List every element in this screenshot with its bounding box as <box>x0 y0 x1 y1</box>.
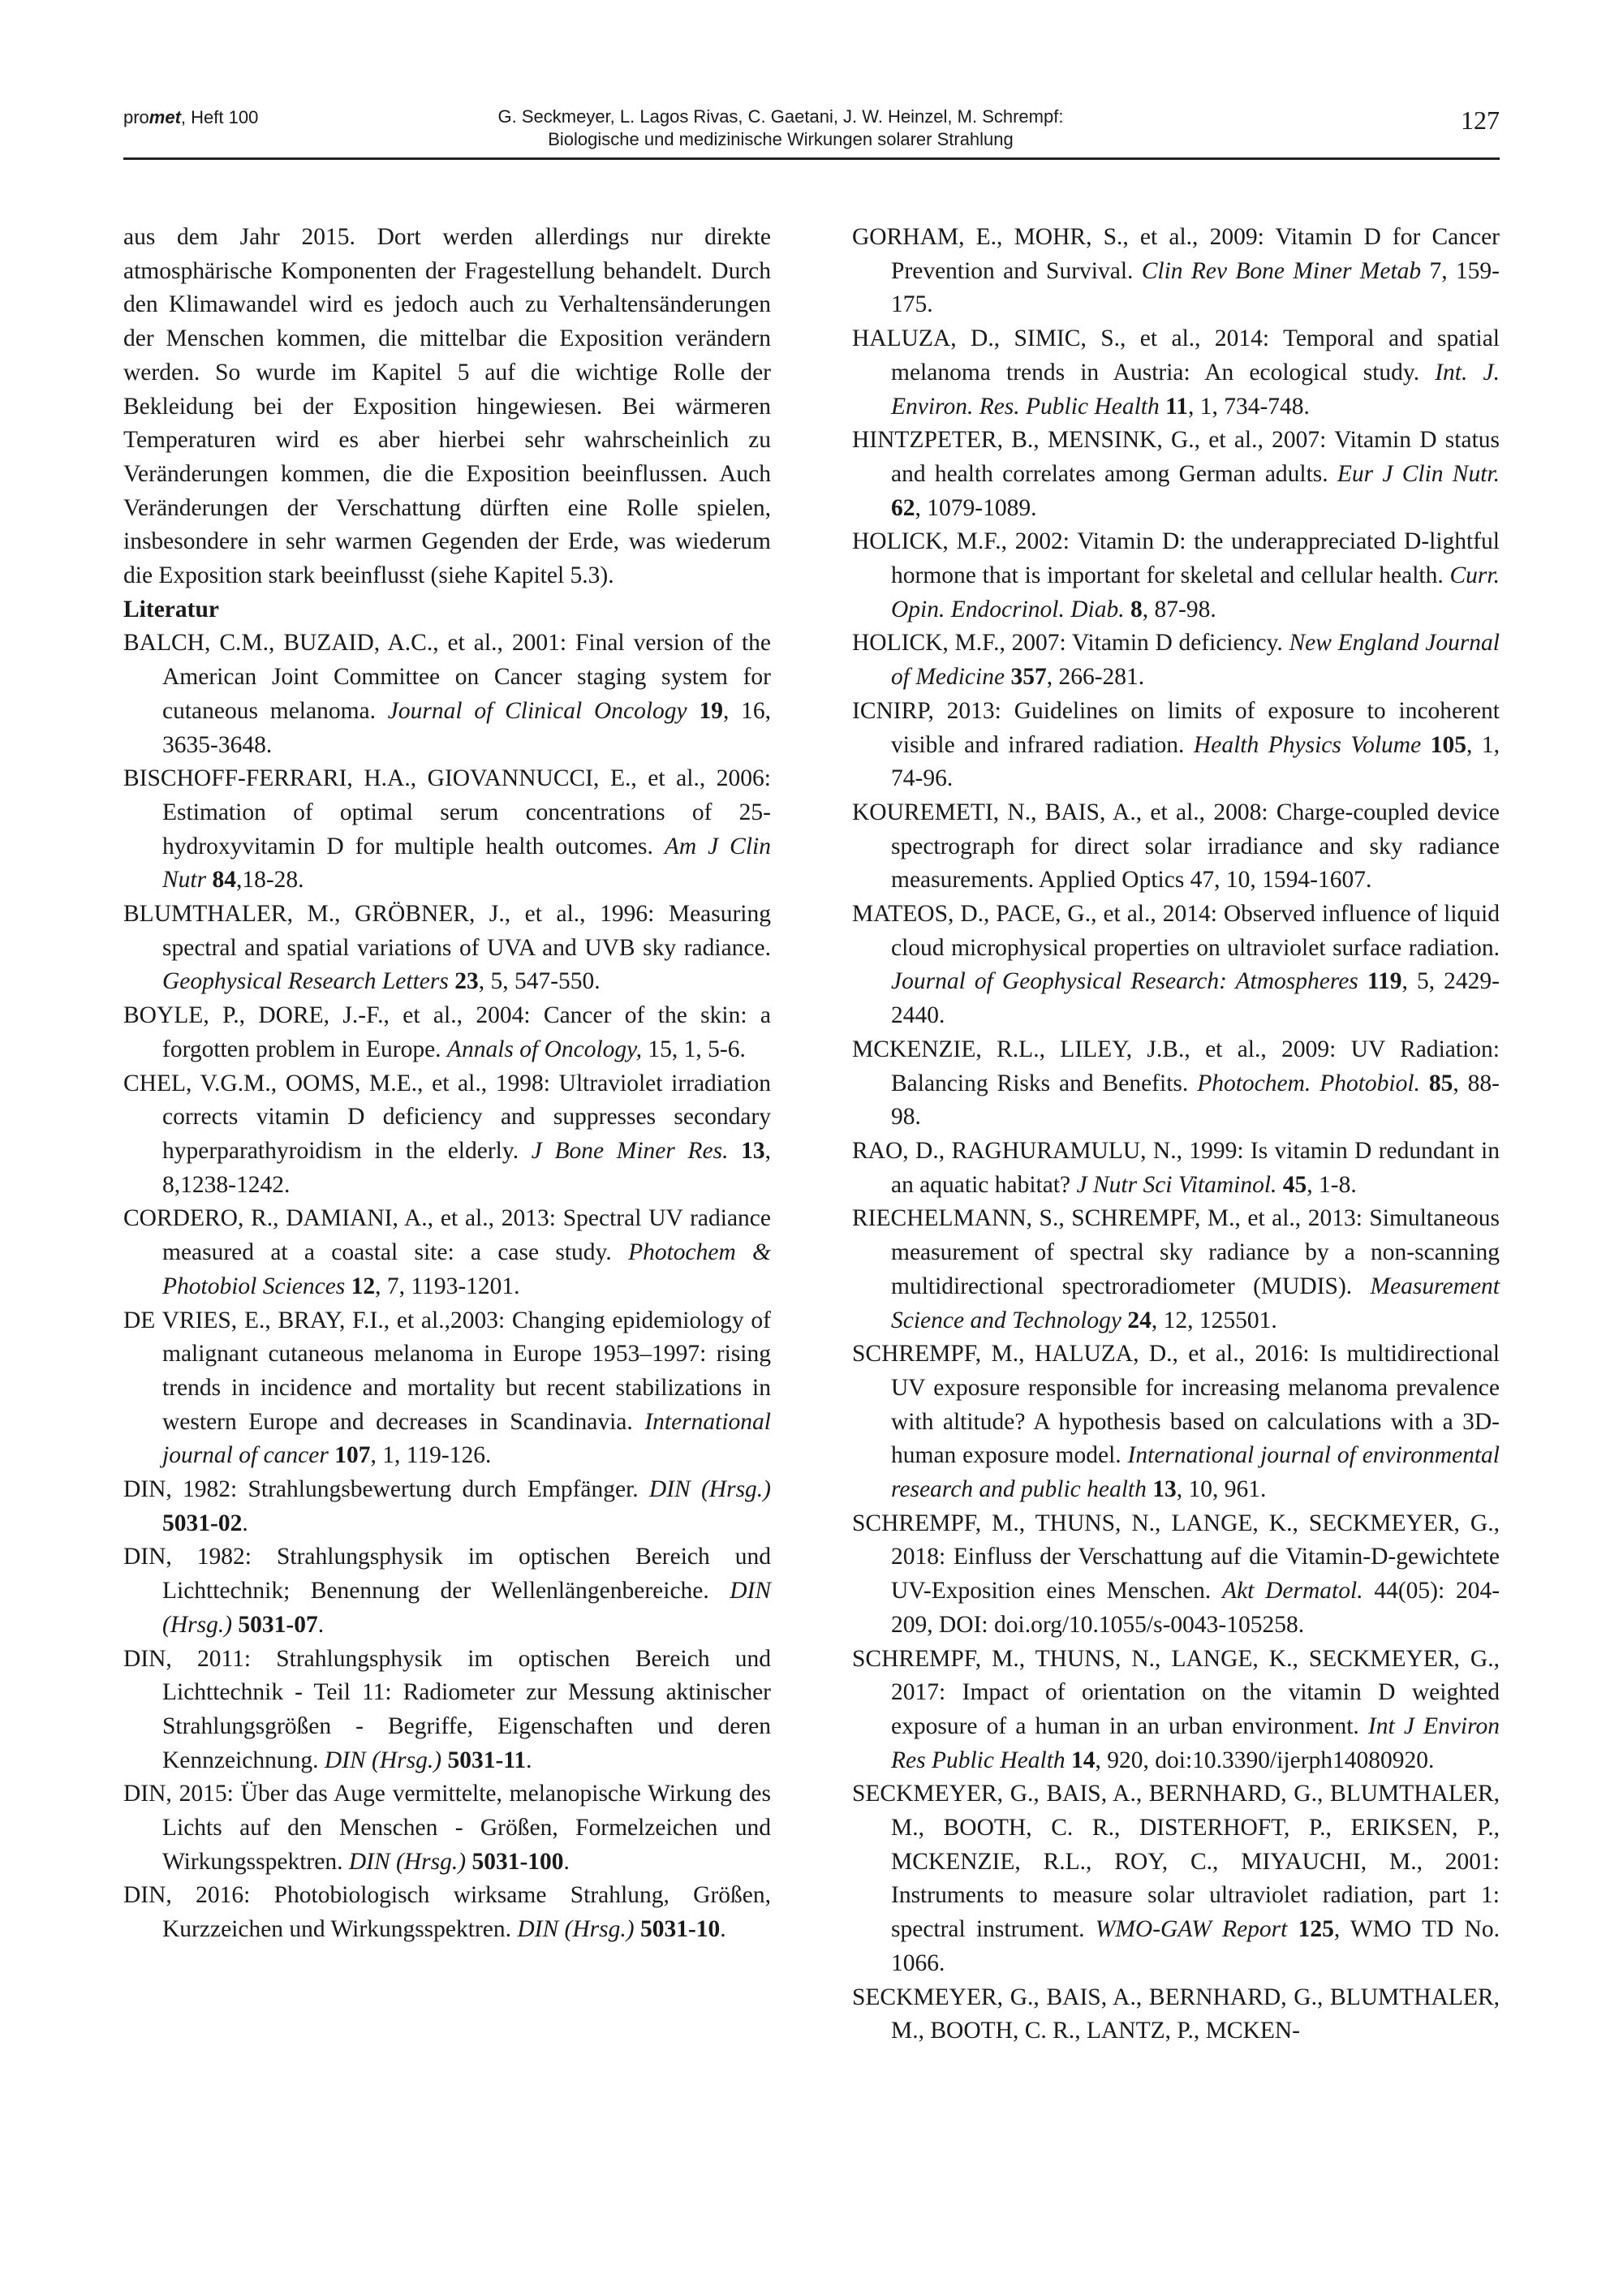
reference-space <box>1160 394 1165 420</box>
literature-heading: Literatur <box>123 596 219 622</box>
reference-volume: 13 <box>1152 1476 1177 1503</box>
reference-text: HALUZA, D., SIMIC, S., et al., 2014: Temporal and spatial melanoma trends in Austria: An ecological study. <box>852 325 1500 386</box>
reference-text: CORDERO, R., DAMIANI, A., et al., 2013: Spectral UV radiance measured at a coastal site: a case study. <box>123 1205 771 1266</box>
reference-tail: , 1, 74-96. <box>891 731 1500 792</box>
reference-entry <box>852 627 1500 694</box>
reference-space <box>1363 1578 1375 1604</box>
reference-tail: 15, 1, 5-6. <box>648 1036 746 1062</box>
reference-tail: , 87-98. <box>1142 596 1216 622</box>
reference-entry <box>852 1202 1500 1338</box>
reference-journal: DIN (Hrsg.) <box>648 1476 771 1503</box>
reference-entry <box>123 1643 771 1778</box>
reference-tail: . <box>563 1848 570 1875</box>
reference-tail: , 16, 3635-3648. <box>162 697 771 758</box>
reference-text: MCKENZIE, R.L., LILEY, J.B., et al., 2009: UV Radiation: Balancing Risks and Benefits. <box>852 1036 1500 1096</box>
reference-journal: J Nutr Sci Vitaminol. <box>1076 1171 1277 1198</box>
reference-volume: 125 <box>1298 1916 1334 1943</box>
reference-space <box>1065 1747 1071 1773</box>
reference-journal: Geophysical Research Letters <box>162 968 449 995</box>
reference-volume: 5031-11 <box>447 1747 527 1773</box>
reference-volume: 5031-100 <box>471 1848 564 1875</box>
reference-space <box>635 1916 640 1942</box>
reference-journal: New England Journal of Medicine <box>891 630 1500 691</box>
reference-tail: , 7, 1193-1201. <box>375 1273 520 1299</box>
reference-text: BALCH, C.M., BUZAID, A.C., et al., 2001: Final version of the American Joint Committee on Cancer staging system for cutaneous melanoma. <box>123 630 771 724</box>
reference-text: DIN, 2011: Strahlungsphysik im optischen Bereich und Lichttechnik - Teil 11: Radiometer zur Messung aktinischer Strahlungsgrößen - Begriffe, Eigenschaften und deren Kennzeichnung. <box>123 1645 771 1773</box>
reference-journal: J Bone Miner Res. <box>531 1137 729 1164</box>
reference-entry <box>852 525 1500 627</box>
reference-tail: 44(05): 204-209, DOI: doi.org/10.1055/s-0043-105258. <box>891 1578 1500 1638</box>
reference-volume: 8 <box>1130 596 1143 622</box>
reference-journal: Photochem. Photobiol. <box>1197 1070 1420 1096</box>
reference-space <box>1421 732 1431 758</box>
reference-tail: . <box>242 1510 248 1536</box>
reference-tail: , 5, 2429-2440. <box>891 968 1500 1029</box>
reference-text: GORHAM, E., MOHR, S., et al., 2009: Vitamin D for Cancer Prevention and Survival. <box>852 224 1500 284</box>
reference-list-right <box>852 221 1500 2048</box>
reference-text: SECKMEYER, G., BAIS, A., BERNHARD, G., BLUMTHALER, M., BOOTH, C. R., LANTZ, P., MCKEN- <box>852 1984 1500 2044</box>
reference-text: SCHREMPF, M., THUNS, N., LANGE, K., SECKMEYER, G., 2018: Einfluss der Verschattung auf die Vitamin-D-gewichtete UV-Exposition eines Menschen. <box>852 1510 1500 1605</box>
reference-entry <box>123 762 771 898</box>
reference-volume: 357 <box>1010 664 1047 691</box>
reference-tail: , WMO TD No. 1066. <box>891 1916 1500 1976</box>
reference-text: DIN, 2016: Photobiologisch wirksame Strahlung, Größen, Kurzzeichen und Wirkungsspektren. <box>123 1882 771 1943</box>
reference-list-left <box>123 627 771 1946</box>
reference-tail: , 12, 125501. <box>1151 1307 1277 1333</box>
reference-text: HINTZPETER, B., MENSINK, G., et al., 2007: Vitamin D status and health correlates among German adults. <box>852 427 1500 487</box>
running-title <box>497 106 1065 151</box>
reference-volume: 5031-02 <box>162 1510 243 1536</box>
reference-text: RIECHELMANN, S., SCHREMPF, M., et al., 2013: Simultaneous measurement of spectral sky radiance by a non-scanning multidirectional spectroradiometer (MUDIS). <box>852 1205 1500 1299</box>
reference-tail: . <box>526 1747 532 1773</box>
reference-journal: Journal of Clinical Oncology <box>387 697 687 724</box>
reference-tail: , 5, 547-550. <box>478 968 601 995</box>
header-article-title: Biologische und medizinische Wirkungen solarer Strahlung <box>548 129 1014 149</box>
page-number: 127 <box>1461 106 1500 135</box>
reference-text: SCHREMPF, M., THUNS, N., LANGE, K., SECKMEYER, G., 2017: Impact of orientation on the vitamin D weighted exposure of a human in an urban environment. <box>852 1645 1500 1739</box>
reference-space <box>1125 597 1130 622</box>
reference-text: BOYLE, P., DORE, J.-F., et al., 2004: Cancer of the skin: a forgotten problem in Europe. <box>123 1002 771 1062</box>
reference-volume: 5031-07 <box>238 1611 318 1638</box>
reference-tail: , 1079-1089. <box>915 494 1037 521</box>
reference-entry <box>123 999 771 1066</box>
reference-volume: 85 <box>1428 1070 1453 1096</box>
journal-label: promet, Heft 100 <box>123 107 259 127</box>
reference-volume: 13 <box>741 1137 765 1164</box>
reference-entry <box>123 627 771 762</box>
reference-text: HOLICK, M.F., 2002: Vitamin D: the underappreciated D-lightful hormone that is important for skeletal and cellular health. <box>852 528 1500 589</box>
reference-space <box>1420 1070 1429 1096</box>
reference-text: DIN, 1982: Strahlungsphysik im optischen Bereich und Lichttechnik; Benennung der Wellenlängenbereiche. <box>123 1544 771 1605</box>
reference-space <box>1276 1172 1282 1198</box>
reference-text: DE VRIES, E., BRAY, F.I., et al.,2003: Changing epidemiology of malignant cutaneous melanoma in Europe 1953–1997: rising trends in incidence and mortality but recent stabilizations in western Europe and decreases in Scandinavia. <box>123 1307 771 1435</box>
reference-space <box>345 1273 351 1299</box>
reference-tail: , 8,1238-1242. <box>162 1137 771 1198</box>
reference-journal: DIN (Hrsg.) <box>162 1578 771 1638</box>
reference-tail: , 1-8. <box>1307 1171 1357 1198</box>
page-header <box>123 104 1500 160</box>
reference-volume: 45 <box>1282 1171 1307 1198</box>
reference-entry <box>852 1135 1500 1202</box>
reference-entry <box>123 1473 771 1540</box>
reference-volume: 11 <box>1165 393 1188 420</box>
reference-entry <box>852 1507 1500 1643</box>
reference-volume: 5031-10 <box>639 1916 721 1943</box>
reference-tail: , 1, 119-126. <box>370 1442 492 1469</box>
reference-tail: , 1, 734-748. <box>1187 393 1310 420</box>
reference-space <box>728 1138 741 1164</box>
reference-tail: , 920, doi:10.3390/ijerph14080920. <box>1095 1747 1435 1773</box>
reference-text: CHEL, V.G.M., OOMS, M.E., et al., 1998: Ultraviolet irradiation corrects vitamin D deficiency and suppresses secondary hyperparathyroidism in the elderly. <box>123 1070 771 1164</box>
reference-journal: Akt Dermatol. <box>1222 1578 1363 1605</box>
reference-journal: Curr. Opin. Endocrinol. Diab. <box>891 562 1500 622</box>
reference-tail: 7, 159-175. <box>891 257 1500 318</box>
reference-text: ICNIRP, 2013: Guidelines on limits of exposure to incoherent visible and infrared radiation. <box>852 697 1500 758</box>
reference-volume: 62 <box>891 494 915 521</box>
reference-entry <box>852 424 1500 525</box>
reference-entry <box>123 1202 771 1303</box>
reference-journal: WMO-GAW Report <box>1095 1916 1288 1943</box>
reference-journal: DIN (Hrsg.) <box>517 1916 635 1943</box>
right-column <box>852 221 1500 2048</box>
reference-entry <box>852 1981 1500 2048</box>
reference-entry <box>123 898 771 999</box>
reference-text: MATEOS, D., PACE, G., et al., 2014: Observed influence of liquid cloud microphysical properties on ultraviolet surface radiation. <box>852 901 1500 961</box>
reference-tail: . <box>317 1611 325 1638</box>
reference-entry <box>852 796 1500 898</box>
reference-journal: Photochem & Photobiol Sciences <box>162 1239 772 1299</box>
reference-entry <box>123 1304 771 1474</box>
reference-entry <box>852 1777 1500 1980</box>
reference-journal: Int. J. Environ. Res. Public Health <box>891 359 1500 420</box>
reference-volume: 14 <box>1071 1747 1096 1773</box>
reference-space <box>1287 1916 1298 1942</box>
reference-tail: , 88-98. <box>891 1070 1500 1131</box>
reference-volume: 12 <box>351 1273 376 1299</box>
reference-journal: DIN (Hrsg.) <box>348 1848 467 1875</box>
reference-tail: ,18-28. <box>235 867 304 894</box>
reference-text: BLUMTHALER, M., GRÖBNER, J., et al., 1996: Measuring spectral and spatial variations of UVA and UVB sky radiance. <box>123 901 771 961</box>
reference-journal: Clin Rev Bone Miner Metab <box>1141 257 1422 284</box>
reference-journal: Measurement Science and Technology <box>891 1273 1500 1333</box>
reference-volume: 19 <box>699 697 723 724</box>
reference-journal: Int J Environ Res Public Health <box>891 1712 1500 1773</box>
reference-tail: , 266-281. <box>1046 664 1145 691</box>
reference-entry <box>852 1643 1500 1778</box>
reference-tail: . <box>720 1916 726 1943</box>
reference-text: SCHREMPF, M., HALUZA, D., et al., 2016: Is multidirectional UV exposure responsible for increasing melanoma prevalence with altitude? A hypothesis based on calculations with a 3D-human exposure model. <box>852 1341 1500 1469</box>
reference-text: SECKMEYER, G., BAIS, A., BERNHARD, G., BLUMTHALER, M., BOOTH, C. R., DISTERHOFT, P., ERIKSEN, P., MCKENZIE, R.L., ROY, C., MIYAUCHI, M., 2001: Instruments to measure solar ultraviolet radiation, part 1: spectral instrument. <box>852 1781 1500 1943</box>
reference-entry <box>852 695 1500 796</box>
reference-text: HOLICK, M.F., 2007: Vitamin D deficiency. <box>852 630 1289 657</box>
reference-volume: 23 <box>454 968 479 995</box>
reference-entry <box>852 898 1500 1033</box>
body-paragraph: aus dem Jahr 2015. Dort werden allerdings nur direkte atmosphärische Komponenten der Fragestellung behandelt. Durch den Klimawandel wird es jedoch auch zu Verhaltensänderungen der Menschen kommen, die mittelbar die Exposition verändern werden. So wurde im Kapitel 5 auf die wichtige Rolle der Bekleidung bei der Exposition hingewiesen. Bei wärmeren Temperaturen wird es aber hierbei sehr wahrscheinlich zu Veränderungen kommen, die die Exposition beeinflussen. Auch Veränderungen der Verschattung dürften eine Rolle spielen, insbesondere in sehr warmen Gegenden der Erde, was wiederum die Exposition stark beeinflusst (siehe Kapitel 5.3). <box>123 224 771 589</box>
reference-journal: International journal of environmental research and public health <box>891 1442 1500 1503</box>
reference-space <box>1358 968 1367 994</box>
reference-volume: 107 <box>334 1442 371 1469</box>
header-authors: G. Seckmeyer, L. Lagos Rivas, C. Gaetani, J. W. Heinzel, M. Schrempf: <box>497 106 1064 127</box>
reference-volume: 119 <box>1367 968 1402 995</box>
reference-text: BISCHOFF-FERRARI, H.A., GIOVANNUCCI, E., et al., 2006: Estimation of optimal serum concentrations of 25-hydroxyvitamin D for multiple health outcomes. <box>123 765 771 859</box>
reference-entry <box>852 221 1500 322</box>
reference-entry <box>852 322 1500 424</box>
reference-journal: Am J Clin Nutr <box>162 833 771 894</box>
reference-journal: Annals of Oncology, <box>446 1036 642 1062</box>
reference-text: DIN, 2015: Über das Auge vermittelte, melanopische Wirkung des Lichts auf den Menschen - Größen, Formelzeichen und Wirkungsspektren. <box>123 1781 771 1875</box>
reference-entry <box>123 1067 771 1203</box>
reference-volume: 105 <box>1430 731 1466 758</box>
reference-entry <box>123 1879 771 1946</box>
reference-volume: 84 <box>212 867 236 894</box>
reference-entry <box>123 1540 771 1642</box>
reference-text: DIN, 1982: Strahlungsbewertung durch Empfänger. <box>123 1476 649 1503</box>
reference-space <box>687 698 700 724</box>
reference-space <box>1421 258 1429 284</box>
left-column <box>123 221 771 1947</box>
reference-tail: , 10, 961. <box>1176 1476 1267 1503</box>
reference-entry <box>852 1338 1500 1507</box>
reference-entry <box>852 1033 1500 1135</box>
reference-journal: Health Physics Volume <box>1193 731 1422 758</box>
reference-volume: 24 <box>1127 1307 1152 1333</box>
reference-journal: Journal of Geophysical Research: Atmospheres <box>891 968 1358 995</box>
reference-text: RAO, D., RAGHURAMULU, N., 1999: Is vitamin D redundant in an aquatic habitat? <box>852 1137 1500 1198</box>
reference-journal: International journal of cancer <box>162 1408 771 1469</box>
reference-journal: DIN (Hrsg.) <box>324 1747 442 1773</box>
reference-entry <box>123 1777 771 1879</box>
reference-journal: Eur J Clin Nutr. <box>1337 460 1500 487</box>
reference-text: KOUREMETI, N., BAIS, A., et al., 2008: Charge-coupled device spectrograph for direct solar irradiance and sky radiance measurements. Applied Optics 47, 10, 1594-1607. <box>852 799 1500 894</box>
